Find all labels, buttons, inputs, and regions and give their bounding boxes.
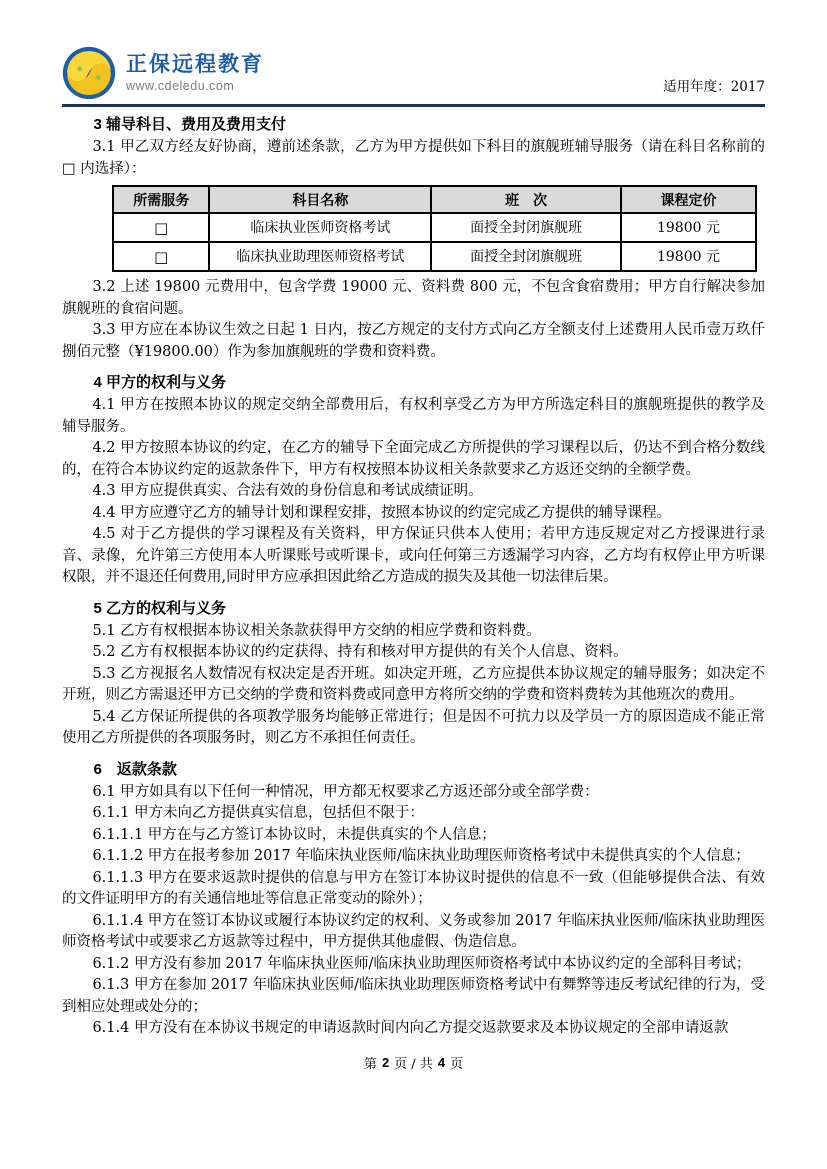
footer-text-suffix: 页 [450, 1057, 464, 1072]
price-cell: 19800 元 [621, 242, 756, 271]
paragraph-6-1-2: 6.1.2 甲方没有参加 2017 年临床执业医师/临床执业助理医师资格考试中本协议约定的全部科目考试； [92, 955, 751, 972]
paragraph-6-1-4: 6.1.4 甲方没有在本协议书规定的申请返款时间内向乙方提交返款要求及本协议规定的全部申请返款 [92, 1020, 729, 1036]
class-cell: 面授全封闭旗舰班 [431, 242, 621, 271]
col-header-subject: 科目名称 [209, 186, 431, 213]
paragraph-3-3: 3.3 甲方应在本协议生效之日起 1 日内，按乙方规定的支付方式向乙方全额支付上述费用人民币壹万玖仟捌佰元整（¥19800.00）作为参加旗舰班的学费和资料费。 [62, 322, 765, 360]
course-fee-table [112, 185, 757, 272]
section-heading-5: 5 乙方的权利与义务 [93, 599, 227, 617]
paragraph-6-1-1: 6.1.1 甲方未向乙方提供真实信息，包括但不限于： [92, 805, 424, 821]
paragraph-6-1-1-1: 6.1.1.1 甲方在与乙方签订本协议时，未提供真实的个人信息； [92, 826, 496, 843]
brand-block [62, 46, 264, 100]
subject-cell: 临床执业医师资格考试 [209, 213, 431, 242]
paragraph-4-4: 4.4 甲方应遵守乙方的辅导计划和课程安排，按照本协议的约定完成乙方提供的辅导课程。 [92, 504, 672, 521]
brand-text [126, 53, 264, 93]
table-header-row [113, 186, 756, 213]
footer-text-middle: 页 / 共 [394, 1057, 433, 1072]
paragraph-6-1-3: 6.1.3 甲方在参加 2017 年临床执业医师/临床执业助理医师资格考试中有舞弊等违反考试纪律的行为，受到相应处理或处分的； [62, 977, 765, 1015]
table-row [113, 213, 756, 242]
checkbox-icon: □ [113, 213, 209, 242]
paragraph-4-1: 4.1 甲方在按照本协议的规定交纳全部费用后，有权利享受乙方为甲方所选定科目的旗舰班提供的教学及辅导服务。 [62, 397, 765, 435]
paragraph-3-1: 3.1 甲乙双方经友好协商，遵前述条款，乙方为甲方提供如下科目的旗舰班辅导服务（请在科目名称前的 □ 内选择）： [62, 139, 765, 177]
paragraph-5-3: 5.3 乙方视报名人数情况有权决定是否开班。如决定开班，乙方应提供本协议规定的辅导服务；如决定不开班，则乙方需退还甲方已交纳的学费和资料费或同意甲方将所交纳的学费和资料费转为其他班次的费用。 [62, 665, 765, 703]
paragraph-5-1: 5.1 乙方有权根据本协议相关条款获得甲方交纳的相应学费和资料费。 [92, 622, 541, 639]
footer-text-prefix: 第 [363, 1057, 377, 1072]
page-footer [0, 1053, 827, 1072]
page-header [0, 0, 827, 100]
total-page-number: 4 [437, 1055, 446, 1070]
paragraph-4-3: 4.3 甲方应提供真实、合法有效的身份信息和考试成绩证明。 [92, 483, 483, 499]
paragraph-3-2: 3.2 上述 19800 元费用中，包含学费 19000 元、资料费 800 元，不包含食宿费用；甲方自行解决参加旗舰班的食宿问题。 [62, 279, 765, 317]
paragraph-6-1: 6.1 甲方如具有以下任何一种情况，甲方都无权要求乙方返还部分或全部学费： [92, 783, 599, 800]
class-cell: 面授全封闭旗舰班 [431, 213, 621, 242]
price-cell: 19800 元 [621, 213, 756, 242]
section-heading-3: 3 辅导科目、费用及费用支付 [93, 116, 287, 133]
section-heading-6: 6 返款条款 [93, 760, 177, 778]
paragraph-4-2: 4.2 甲方按照本协议的约定，在乙方的辅导下全面完成乙方所提供的学习课程以后，仍达不到合格分数线的，在符合本协议约定的返款条件下，甲方有权按照本协议相关条款要求乙方返还交纳的全额学费。 [62, 440, 765, 478]
col-header-class: 班 次 [431, 186, 621, 213]
paragraph-6-1-1-4: 6.1.1.4 甲方在签订本协议或履行本协议约定的权利、义务或参加 2017 年临床执业医师/临床执业助理医师资格考试中或要求乙方返款等过程中，甲方提供其他虚假、伪造信息。 [62, 912, 765, 950]
col-header-price: 课程定价 [621, 186, 756, 213]
yin-yang-fish-logo-icon [62, 46, 116, 100]
subject-cell: 临床执业助理医师资格考试 [209, 242, 431, 271]
applicable-year-label: 适用年度：2017 [663, 79, 765, 95]
paragraph-5-2: 5.2 乙方有权根据本协议的约定获得、持有和核对甲方提供的有关个人信息、资料。 [92, 644, 628, 660]
paragraph-6-1-1-3: 6.1.1.3 甲方在要求返款时提供的信息与甲方在签订本协议时提供的信息不一致（但能够提供合法、有效的文件证明甲方的有关通信地址等信息正常变动的除外）； [62, 869, 765, 907]
section-heading-4: 4 甲方的权利与义务 [93, 374, 227, 391]
brand-name: 正保远程教育 [126, 52, 264, 76]
paragraph-5-4: 5.4 乙方保证所提供的各项教学服务均能够正常进行；但是因不可抗力以及学员一方的原因造成不能正常使用乙方所提供的各项服务时，则乙方不承担任何责任。 [62, 708, 765, 746]
paragraph-6-1-1-2: 6.1.1.2 甲方在报考参加 2017 年临床执业医师/临床执业助理医师资格考试中未提供真实的个人信息； [92, 848, 750, 864]
paragraph-4-5: 4.5 对于乙方提供的学习课程及有关资料，甲方保证只供本人使用；若甲方违反规定对乙方授课进行录音、录像，允许第三方使用本人听课账号或听课卡，或向任何第三方透漏学习内容，乙方均有权停止甲方听课权限，并不退还任何费用,同时甲方应承担因此给乙方造成的损失及其他一切法律后果。 [62, 526, 765, 585]
table-row [113, 242, 756, 271]
brand-url: www.cdeledu.com [126, 79, 235, 94]
current-page-number: 2 [381, 1055, 390, 1070]
checkbox-icon: □ [113, 242, 209, 271]
col-header-service: 所需服务 [113, 186, 209, 213]
document-body [0, 107, 827, 1040]
